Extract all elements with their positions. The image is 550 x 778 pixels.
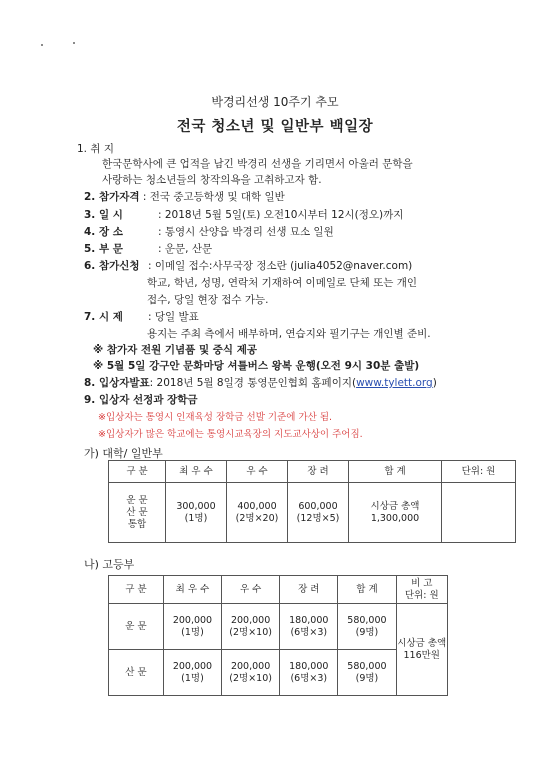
item-eligibility-label: 2. 참가자격	[84, 191, 140, 203]
note-header: 비 고	[411, 577, 433, 589]
document-title: 전국 청소년 및 일반부 백일장	[176, 119, 374, 135]
col-excellence: 우 수	[227, 461, 288, 483]
cell-total	[338, 604, 396, 650]
scan-speck	[73, 42, 75, 44]
table-header-row	[109, 461, 516, 483]
cell-unit-empty	[442, 483, 516, 543]
count: (9명)	[355, 672, 379, 684]
cell-category: 운 문	[109, 604, 164, 650]
item-purpose-line1: 한국문학사에 큰 업적을 남긴 박경리 선생을 기리면서 아울러 문학을	[102, 158, 413, 170]
item-category	[84, 241, 212, 256]
item-apply-label: 6. 참가신청	[84, 260, 140, 272]
cell-encouragement	[280, 604, 338, 650]
cat-verse: 운 문	[126, 494, 148, 506]
item-topic-line2: 용지는 주최 측에서 배부하며, 연습지와 필기구는 개인별 준비.	[147, 328, 431, 340]
count: (2명×20)	[235, 512, 279, 524]
col-encouragement: 장 려	[280, 576, 338, 604]
col-category: 구 분	[109, 461, 166, 483]
prize-note-teacher-award: ※입상자가 많은 학교에는 통영시교육장의 지도교사상이 주어짐.	[98, 429, 363, 440]
item-date	[84, 207, 403, 222]
col-encouragement: 장 려	[288, 461, 349, 483]
item-winners	[84, 375, 437, 390]
document-subtitle: 박경리선생 10주기 추모	[211, 95, 339, 109]
count: (9명)	[355, 626, 379, 638]
cell-encouragement	[288, 483, 349, 543]
amount: 580,000	[347, 660, 387, 672]
col-excellence: 우 수	[222, 576, 280, 604]
amount: 300,000	[176, 500, 216, 512]
item-apply	[84, 258, 412, 273]
amount: 200,000	[230, 660, 271, 672]
item-prize-label: 9. 입상자 선정과 장학금	[84, 394, 198, 406]
total-label: 시상금 총액	[370, 500, 420, 512]
amount: 200,000	[172, 660, 213, 672]
item-purpose-line2: 사랑하는 청소년들의 창작의욕을 고취하고자 함.	[102, 174, 322, 186]
prize-note-scholarship: ※입상자는 통영시 인재육성 장학금 선발 기준에 가산 됨.	[98, 412, 333, 423]
item-place	[84, 224, 334, 239]
item-eligibility	[84, 189, 285, 204]
item-category-value: : 운문, 산문	[158, 243, 213, 255]
item-apply-line3: 접수, 당일 현장 접수 가능.	[147, 294, 269, 306]
table-header-row	[109, 576, 448, 604]
count: (6명×3)	[290, 672, 328, 684]
item-winners-value: : 2018년 5월 8일경 통영문인협회 홈페이지(	[149, 377, 357, 389]
count: (2명×10)	[229, 672, 272, 684]
cell-total	[338, 650, 396, 696]
item-category-label: 5. 부 문	[84, 243, 123, 255]
cell-total	[349, 483, 442, 543]
col-note	[396, 576, 447, 604]
amount: 600,000	[298, 500, 338, 512]
cat-combined: 통합	[127, 518, 147, 530]
note-souvenir: ※ 참가자 전원 기념품 및 중식 제공	[93, 344, 257, 356]
item-topic-label: 7. 시 제	[84, 311, 123, 323]
item-apply-value: : 이메일 접수:사무국장 정소란 (julia4052@naver.com)	[148, 260, 413, 272]
count: (1명)	[184, 512, 208, 524]
cell-grand-prize	[163, 650, 221, 696]
amount: 400,000	[237, 500, 277, 512]
table-high-heading: 나) 고등부	[84, 558, 135, 571]
table-adult	[108, 460, 516, 543]
item-topic-value: : 당일 발표	[148, 311, 199, 323]
amount: 200,000	[230, 614, 271, 626]
item-date-value: : 2018년 5월 5일(토) 오전10시부터 12시(정오)까지	[158, 209, 404, 221]
cell-grand-prize	[163, 604, 221, 650]
item-place-label: 4. 장 소	[84, 226, 123, 238]
note-shuttle: ※ 5월 5일 강구안 문화마당 셔틀버스 왕복 운행(오전 9시 30분 출발)	[93, 360, 420, 372]
table-adult-heading: 가) 대학/ 일반부	[84, 447, 163, 460]
item-apply-line2: 학교, 학년, 성명, 연락처 기재하여 이메일로 단체 또는 개인	[147, 277, 418, 289]
cell-category: 산 문	[109, 650, 164, 696]
item-date-label: 3. 일 시	[84, 209, 123, 221]
amount: 200,000	[172, 614, 213, 626]
col-total: 합 계	[338, 576, 396, 604]
cat-prose: 산 문	[126, 506, 148, 518]
table-row	[109, 483, 516, 543]
col-grand-prize: 최 우 수	[166, 461, 227, 483]
total-amount: 1,300,000	[370, 512, 420, 524]
col-unit: 단위: 원	[442, 461, 516, 483]
item-winners-label: 8. 입상자발표	[84, 377, 150, 389]
col-grand-prize: 최 우 수	[163, 576, 221, 604]
count: (1명)	[181, 672, 204, 684]
count: (1명)	[181, 626, 204, 638]
scan-speck	[41, 44, 43, 46]
cell-excellence	[222, 604, 280, 650]
item-eligibility-value: : 전국 중고등학생 및 대학 일반	[142, 191, 285, 203]
table-row	[109, 604, 448, 650]
item-winners-close: )	[432, 377, 437, 389]
amount: 180,000	[289, 660, 329, 672]
unit-label: 단위: 원	[404, 589, 439, 601]
cell-category	[109, 483, 166, 543]
count: (2명×10)	[229, 626, 272, 638]
cell-grand-prize	[166, 483, 227, 543]
table-high	[108, 575, 448, 696]
item-purpose-label: 1. 취 지	[77, 143, 114, 155]
cell-encouragement	[280, 650, 338, 696]
item-place-value: : 통영시 산양읍 박경리 선생 묘소 일원	[158, 226, 334, 238]
amount: 180,000	[289, 614, 329, 626]
col-category: 구 분	[109, 576, 164, 604]
amount: 580,000	[347, 614, 387, 626]
col-total: 합 계	[349, 461, 442, 483]
item-topic	[84, 309, 199, 324]
cell-excellence	[227, 483, 288, 543]
count: (12명×5)	[296, 512, 340, 524]
cell-excellence	[222, 650, 280, 696]
homepage-link[interactable]: www.tylett.org	[356, 377, 433, 389]
note-total-amount: 116만원	[403, 649, 440, 661]
cell-note	[396, 604, 447, 696]
count: (6명×3)	[290, 626, 328, 638]
note-total-label: 시상금 총액	[397, 637, 447, 649]
